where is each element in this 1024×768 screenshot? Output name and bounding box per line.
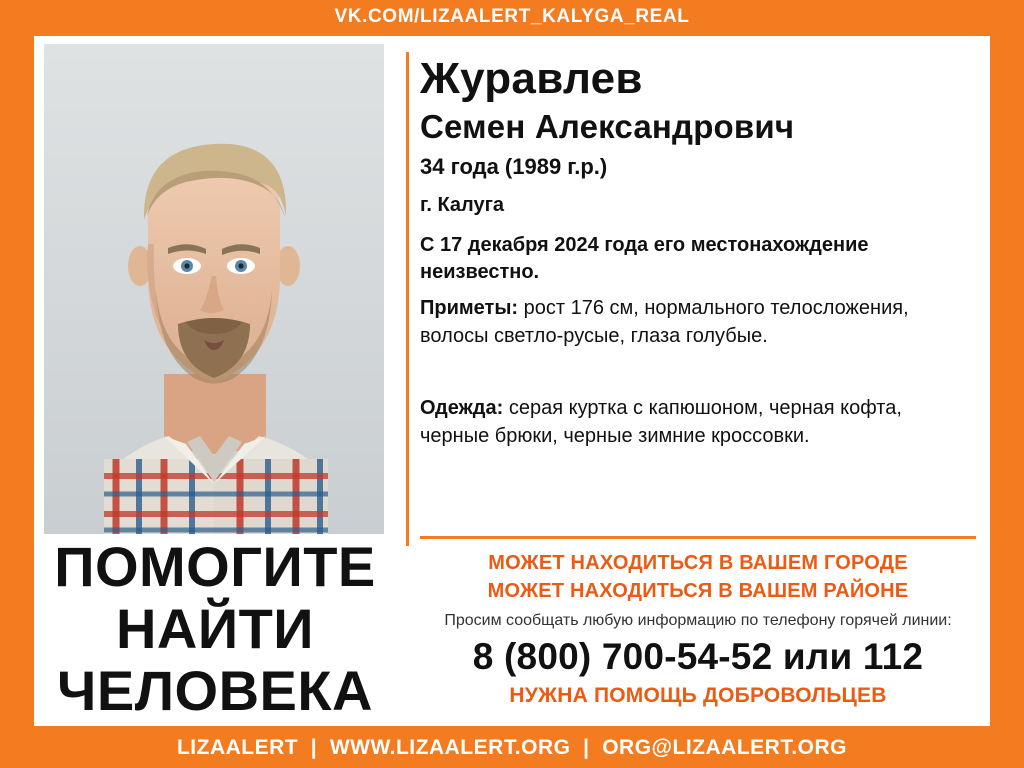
footer-bar [0,736,1024,760]
missing-since-text: С 17 декабря 2024 года его местонахождение неизвестно. [420,234,869,283]
alert-line-district: МОЖЕТ НАХОДИТЬСЯ В ВАШЕМ РАЙОНЕ [487,580,909,602]
footer-separator-2: | [570,736,603,759]
right-column [420,36,980,726]
vk-page-url: VK.COM/LIZAALERT_KALYGA_REAL [334,6,690,27]
footer-website[interactable]: WWW.LIZAALERT.ORG [329,736,571,759]
clothes-label: Одежда: [420,397,504,419]
footer-email[interactable]: ORG@LIZAALERT.ORG [602,736,848,759]
clothes-block [420,394,976,450]
portrait-illustration [44,44,384,534]
person-city: г. Калуга [420,194,505,216]
volunteers-needed: НУЖНА ПОМОЩЬ ДОБРОВОЛЬЦЕВ [509,684,887,707]
poster-card [34,36,990,726]
person-surname: Журавлев [420,54,643,103]
features-label: Приметы: [420,297,519,319]
help-line-2: НАЙТИ [115,597,315,660]
person-age: 34 года (1989 г.р.) [420,154,608,179]
features-block [420,294,976,350]
person-photo [44,44,384,534]
features-text: рост 176 см, нормального телосложения, волосы светло-русые, глаза голубые. [420,297,909,347]
footer-separator-1: | [298,736,330,759]
footer-org: LIZAALERT [176,736,299,759]
help-line-1: ПОМОГИТЕ [54,535,376,598]
hotline-instruction: Просим сообщать любую информацию по телефону горячей линии: [444,612,952,629]
left-column [34,36,392,726]
help-line-3: ЧЕЛОВЕКА [57,659,373,722]
person-given-name: Семен Александрович [420,108,795,145]
horizontal-divider [420,536,976,539]
help-banner [40,536,390,722]
alert-line-city: МОЖЕТ НАХОДИТЬСЯ В ВАШЕМ ГОРОДЕ [488,552,908,574]
vertical-divider [406,52,409,546]
clothes-text: серая куртка с капюшоном, черная кофта, черные брюки, черные зимние кроссовки. [420,397,902,447]
hotline-phone[interactable]: 8 (800) 700-54-52 или 112 [472,636,924,677]
